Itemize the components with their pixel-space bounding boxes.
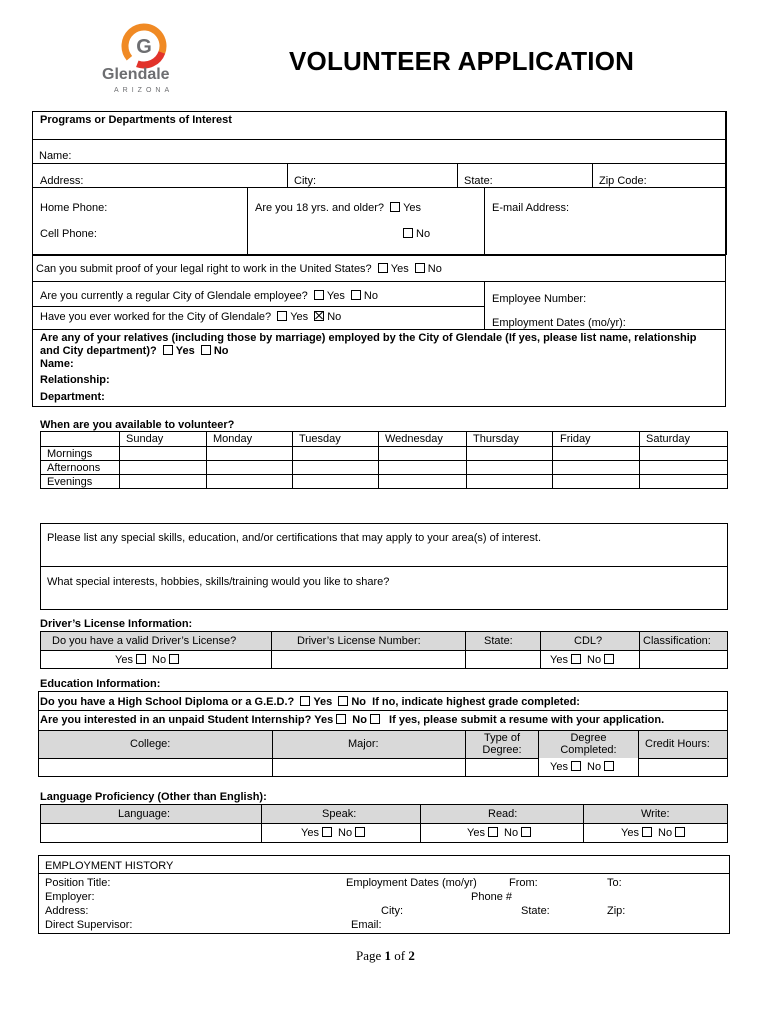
time-afternoons: Afternoons xyxy=(47,462,101,474)
license-number-label: Driver’s License Number: xyxy=(297,635,421,647)
degree-completed-line2: Completed: xyxy=(560,744,617,756)
internship-question xyxy=(40,714,664,726)
license-state-label: State: xyxy=(484,635,513,647)
svg-text:G: G xyxy=(136,36,152,58)
write-no-label: No xyxy=(658,827,673,839)
internship-no-checkbox[interactable] xyxy=(370,714,380,724)
internship-question-label: Are you interested in an unpaid Student Internship? xyxy=(40,714,312,726)
resume-note: If yes, please submit a resume with your application. xyxy=(389,714,665,726)
type-of-degree-label xyxy=(466,732,538,756)
employee-yes-label: Yes xyxy=(326,290,345,302)
relatives-yes-checkbox[interactable] xyxy=(163,345,173,355)
employer-address-label: Address: xyxy=(45,905,89,917)
internship-yes-checkbox[interactable] xyxy=(336,714,346,724)
license-yes-checkbox[interactable] xyxy=(136,654,146,664)
read-yes-label: Yes xyxy=(467,827,485,839)
email-label: E-mail Address: xyxy=(492,202,570,214)
internship-yes-label: Yes xyxy=(314,714,334,726)
worked-no-label: No xyxy=(327,311,342,323)
legal-no-label: No xyxy=(427,263,442,275)
legal-right-label: Can you submit proof of your legal right to work in the United States? xyxy=(36,263,372,275)
classification-label: Classification: xyxy=(643,635,711,647)
speak-yes-checkbox[interactable] xyxy=(322,827,332,837)
degree-no-label: No xyxy=(587,761,602,773)
logo-subtext: ARIZONA xyxy=(114,87,174,94)
employee-no-label: No xyxy=(363,290,378,302)
employment-heading: EMPLOYMENT HISTORY xyxy=(45,860,174,872)
employer-email-label: Email: xyxy=(351,919,382,931)
interests-label: What special interests, hobbies, skills/training would you like to share? xyxy=(47,576,390,588)
age-yes-label: Yes xyxy=(403,202,422,214)
programs-label: Programs or Departments of Interest xyxy=(40,114,232,126)
day-sunday: Sunday xyxy=(126,433,164,445)
license-no-label: No xyxy=(152,654,167,666)
cdl-yes-label: Yes xyxy=(550,654,568,666)
day-monday: Monday xyxy=(213,433,253,445)
zip-label: Zip Code: xyxy=(599,175,647,187)
read-no-checkbox[interactable] xyxy=(521,827,531,837)
speak-no-label: No xyxy=(338,827,353,839)
employer-state-label: State: xyxy=(521,905,550,917)
degree-completed-label xyxy=(539,732,638,756)
department-label: Department: xyxy=(40,391,105,403)
age-yes-checkbox[interactable] xyxy=(390,202,400,212)
valid-license-label: Do you have a valid Driver’s License? xyxy=(52,635,237,647)
write-no-checkbox[interactable] xyxy=(675,827,685,837)
age-no-label: No xyxy=(416,228,431,240)
page-current: 1 xyxy=(384,948,392,963)
language-heading: Language Proficiency (Other than English): xyxy=(40,791,267,803)
cdl-label: CDL? xyxy=(574,635,603,647)
address-label: Address: xyxy=(40,175,84,187)
name-field[interactable] xyxy=(33,140,725,162)
page-title: VOLUNTEER APPLICATION xyxy=(289,46,635,76)
speak-label: Speak: xyxy=(322,808,357,820)
degree-yes-checkbox[interactable] xyxy=(571,761,581,771)
degree-no-checkbox[interactable] xyxy=(604,761,614,771)
legal-no-checkbox[interactable] xyxy=(415,263,425,273)
relatives-question-line1: Are any of your relatives (including those by marriage) employed by the City of Glendale (If yes, please list name, relationship xyxy=(40,332,697,344)
day-thursday: Thursday xyxy=(473,433,519,445)
worked-yes-checkbox[interactable] xyxy=(277,311,287,321)
employer-city-label: City: xyxy=(381,905,403,917)
read-yes-no xyxy=(467,827,534,839)
page-number xyxy=(356,950,415,962)
college-label: College: xyxy=(130,738,171,750)
employment-dates-heading: Employment Dates (mo/yr) xyxy=(346,877,477,889)
day-friday: Friday xyxy=(560,433,591,445)
worked-question xyxy=(40,311,341,323)
time-evenings: Evenings xyxy=(47,476,93,488)
write-yes-no xyxy=(621,827,688,839)
name-label: Name: xyxy=(39,150,72,162)
logo-text: Glendale xyxy=(102,66,170,83)
page-prefix: Page xyxy=(356,948,382,963)
major-label: Major: xyxy=(348,738,379,750)
speak-yes-label: Yes xyxy=(301,827,319,839)
license-yes-no xyxy=(115,654,182,666)
write-yes-label: Yes xyxy=(621,827,639,839)
day-tuesday: Tuesday xyxy=(299,433,341,445)
relatives-question-line2 xyxy=(40,345,229,357)
employer-label: Employer: xyxy=(45,891,95,903)
day-saturday: Saturday xyxy=(646,433,691,445)
to-label: To: xyxy=(607,877,622,889)
language-label: Language: xyxy=(118,808,170,820)
employer-phone-label: Phone # xyxy=(471,891,512,903)
education-heading: Education Information: xyxy=(40,678,161,690)
grade-note: If no, indicate highest grade completed: xyxy=(372,696,580,708)
home-phone-label: Home Phone: xyxy=(40,202,108,214)
employee-question xyxy=(40,290,378,302)
employee-number-label: Employee Number: xyxy=(492,293,587,305)
age-question xyxy=(255,202,421,214)
legal-yes-checkbox[interactable] xyxy=(378,263,388,273)
relatives-no-label: No xyxy=(213,345,229,357)
worked-yes-label: Yes xyxy=(290,311,309,323)
employer-zip-label: Zip: xyxy=(607,905,626,917)
type-of-degree-line2: Degree: xyxy=(482,744,522,756)
state-label: State: xyxy=(464,175,493,187)
cdl-no-label: No xyxy=(587,654,602,666)
license-heading: Driver’s License Information: xyxy=(40,618,193,630)
speak-no-checkbox[interactable] xyxy=(355,827,365,837)
read-no-label: No xyxy=(504,827,519,839)
worked-question-label: Have you ever worked for the City of Glendale? xyxy=(40,311,272,323)
read-yes-checkbox[interactable] xyxy=(488,827,498,837)
city-label: City: xyxy=(294,175,316,187)
legal-yes-label: Yes xyxy=(390,263,409,275)
cdl-no-checkbox[interactable] xyxy=(604,654,614,664)
employee-yes-checkbox[interactable] xyxy=(314,290,324,300)
diploma-yes-label: Yes xyxy=(313,696,333,708)
diploma-yes-checkbox[interactable] xyxy=(300,696,310,706)
age-no-option xyxy=(400,228,430,240)
page-total: 2 xyxy=(408,948,415,963)
write-yes-checkbox[interactable] xyxy=(642,827,652,837)
degree-yes-no xyxy=(550,761,617,773)
license-no-checkbox[interactable] xyxy=(169,654,179,664)
write-label: Write: xyxy=(641,808,670,820)
speak-yes-no xyxy=(301,827,368,839)
employee-question-label: Are you currently a regular City of Glendale employee? xyxy=(40,290,308,302)
time-mornings: Mornings xyxy=(47,448,93,460)
relationship-label: Relationship: xyxy=(40,374,110,386)
age-no-checkbox[interactable] xyxy=(403,228,413,238)
relatives-question-label: and City department)? xyxy=(40,345,157,357)
relatives-yes-label: Yes xyxy=(175,345,195,357)
relatives-no-checkbox[interactable] xyxy=(201,345,211,355)
employee-no-checkbox[interactable] xyxy=(351,290,361,300)
diploma-question-label: Do you have a High School Diploma or a G.E.D.? xyxy=(40,696,295,708)
glendale-logo-icon xyxy=(100,22,190,70)
worked-no-checkbox[interactable] xyxy=(314,311,324,321)
employment-dates-label: Employment Dates (mo/yr): xyxy=(492,317,626,329)
legal-right-question xyxy=(36,263,442,275)
diploma-no-checkbox[interactable] xyxy=(338,696,348,706)
position-title-label: Position Title: xyxy=(45,877,111,889)
special-skills-label: Please list any special skills, education, and/or certifications that may apply to your area(s) of interest. xyxy=(47,532,542,544)
glendale-logo xyxy=(100,22,190,94)
internship-no-label: No xyxy=(352,714,367,726)
age-question-label: Are you 18 yrs. and older? xyxy=(255,202,385,214)
read-label: Read: xyxy=(488,808,518,820)
cdl-yes-checkbox[interactable] xyxy=(571,654,581,664)
cdl-yes-no xyxy=(550,654,617,666)
page-of: of xyxy=(394,948,406,963)
from-label: From: xyxy=(509,877,538,889)
direct-supervisor-label: Direct Supervisor: xyxy=(45,919,133,931)
degree-completed-line1: Degree xyxy=(570,732,607,744)
license-yes-label: Yes xyxy=(115,654,133,666)
cell-phone-label: Cell Phone: xyxy=(40,228,97,240)
relative-name-label: Name: xyxy=(40,358,74,370)
type-of-degree-line1: Type of xyxy=(483,732,521,744)
credit-hours-label: Credit Hours: xyxy=(645,738,710,750)
diploma-question xyxy=(40,696,580,708)
diploma-no-label: No xyxy=(351,696,367,708)
day-wednesday: Wednesday xyxy=(385,433,443,445)
degree-yes-label: Yes xyxy=(550,761,568,773)
availability-question: When are you available to volunteer? xyxy=(40,419,235,431)
